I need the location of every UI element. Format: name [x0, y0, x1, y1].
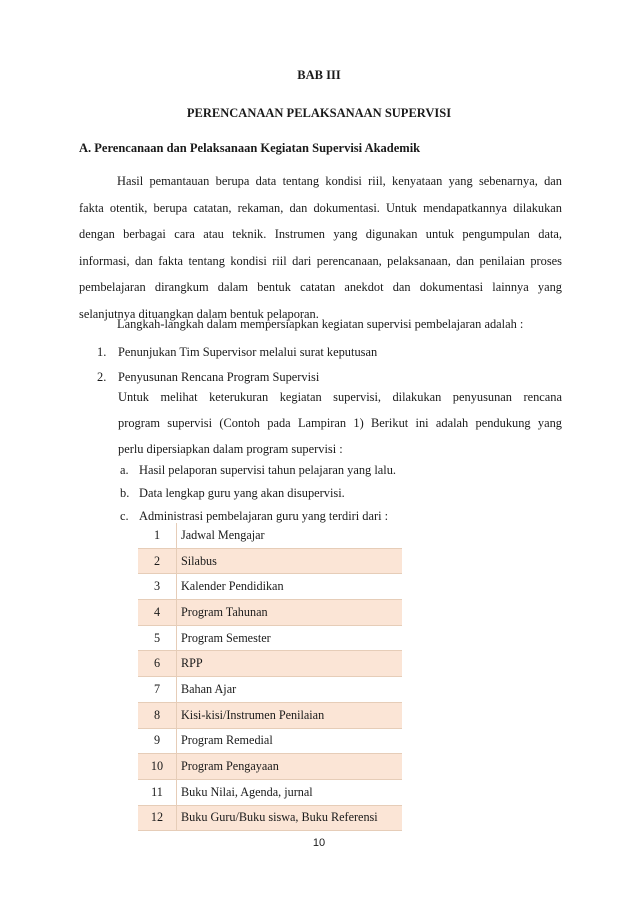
table-row	[138, 625, 402, 651]
table-cell-item: RPP	[177, 651, 403, 677]
list-number: 2.	[97, 370, 107, 384]
table-row	[138, 702, 402, 728]
table-cell-number: 4	[138, 600, 177, 626]
item-2-body-line: Untuk melihat keterukuran kegiatan supervisi, dilakukan penyusunan rencana	[118, 390, 562, 404]
table-cell-number: 12	[138, 805, 177, 831]
list-letter: a.	[120, 463, 129, 477]
item-2-body-line: perlu dipersiapkan dalam program supervisi :	[118, 442, 343, 456]
table-row	[138, 728, 402, 754]
table-cell-item: Buku Nilai, Agenda, jurnal	[177, 779, 403, 805]
paragraph-1-line: selanjutnya dituangkan dalam bentuk pelaporan.	[79, 306, 319, 321]
table-row	[138, 677, 402, 703]
list-item-text: Administrasi pembelajaran guru yang terdiri dari :	[139, 509, 389, 523]
table-row	[138, 523, 402, 548]
table-cell-item: Buku Guru/Buku siswa, Buku Referensi	[177, 805, 403, 831]
paragraph-2: Langkah-langkah dalam mempersiapkan kegiatan supervisi pembelajaran adalah :	[117, 317, 524, 331]
table-row	[138, 651, 402, 677]
table-cell-number: 8	[138, 702, 177, 728]
table-cell-number: 11	[138, 779, 177, 805]
paragraph-1-line: fakta otentik, berupa catatan, rekaman, dan dokumentasi. Untuk mendapatkannya dilakukan	[79, 200, 562, 215]
list-number: 1.	[97, 345, 107, 359]
table-cell-number: 2	[138, 548, 177, 574]
table-cell-number: 9	[138, 728, 177, 754]
table-cell-item: Bahan Ajar	[177, 677, 403, 703]
table-cell-item: Jadwal Mengajar	[177, 523, 403, 548]
administration-table	[138, 523, 402, 831]
list-item-text: Penyusunan Rencana Program Supervisi	[118, 370, 320, 384]
list-letter: c.	[120, 509, 129, 523]
chapter-label: BAB III	[297, 68, 341, 82]
table-cell-item: Program Remedial	[177, 728, 403, 754]
table-cell-number: 1	[138, 523, 177, 548]
table-row	[138, 754, 402, 780]
paragraph-1-line: dengan berbagai cara atau teknik. Instrumen yang digunakan untuk pengumpulan data,	[79, 227, 562, 241]
item-2-body-line: program supervisi (Contoh pada Lampiran 1) Berikut ini adalah pendukung yang	[118, 416, 562, 430]
paragraph-1-line: informasi, dan fakta tentang kondisi riil dari perencanaan, pelaksanaan, dan penilaian proses	[79, 253, 562, 268]
table-row	[138, 805, 402, 831]
table-cell-item: Kisi-kisi/Instrumen Penilaian	[177, 702, 403, 728]
table-cell-number: 5	[138, 625, 177, 651]
list-item-text: Hasil pelaporan supervisi tahun pelajaran yang lalu.	[139, 463, 397, 477]
list-item-text: Data lengkap guru yang akan disupervisi.	[139, 486, 345, 500]
table-row	[138, 779, 402, 805]
table-cell-number: 7	[138, 677, 177, 703]
table-cell-number: 3	[138, 574, 177, 600]
table-row	[138, 600, 402, 626]
table-row	[138, 548, 402, 574]
table-cell-item: Program Pengayaan	[177, 754, 403, 780]
paragraph-1-line: Hasil pemantauan berupa data tentang kondisi riil, kenyataan yang sebenarnya, dan	[117, 174, 562, 188]
page-number: 10	[312, 837, 326, 849]
paragraph-1	[79, 168, 562, 327]
table-cell-number: 6	[138, 651, 177, 677]
list-letter: b.	[120, 486, 130, 500]
table-cell-item: Program Tahunan	[177, 600, 403, 626]
table-cell-item: Kalender Pendidikan	[177, 574, 403, 600]
table-cell-number: 10	[138, 754, 177, 780]
section-heading: A. Perencanaan dan Pelaksanaan Kegiatan Supervisi Akademik	[79, 141, 421, 155]
item-2-body	[118, 384, 562, 462]
paragraph-1-line: pembelajaran dirangkum dalam bentuk catatan anekdot dan dokumentasi lainnya yang	[79, 280, 562, 294]
chapter-title: PERENCANAAN PELAKSANAAN SUPERVISI	[186, 106, 452, 120]
table-row	[138, 574, 402, 600]
table-cell-item: Program Semester	[177, 625, 403, 651]
table-cell-item: Silabus	[177, 548, 403, 574]
list-item-text: Penunjukan Tim Supervisor melalui surat keputusan	[118, 345, 378, 359]
